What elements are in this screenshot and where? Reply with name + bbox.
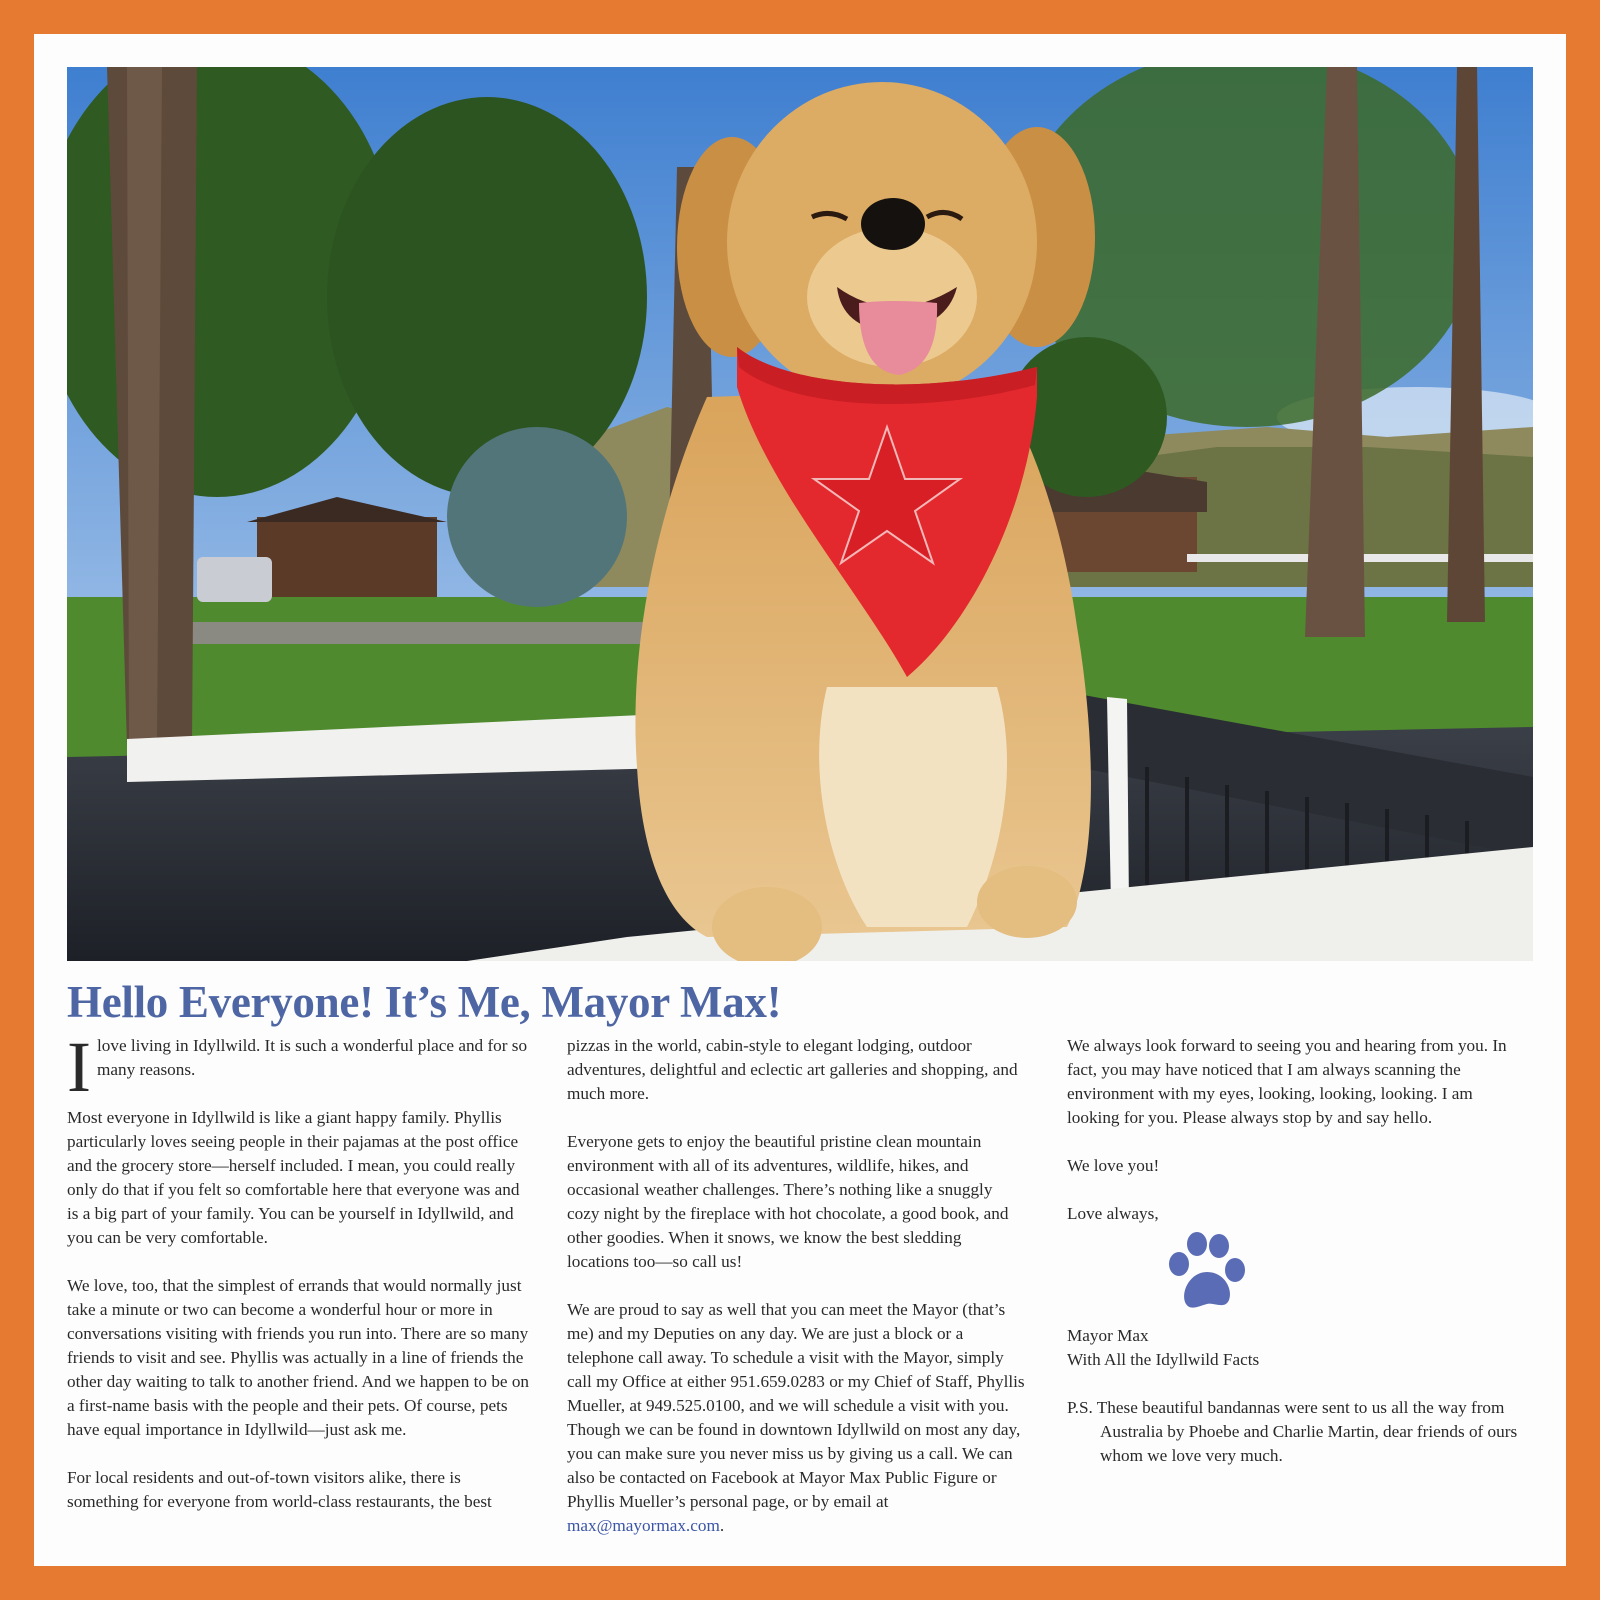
email-link[interactable]: max@mayormax.com [567,1516,720,1535]
article-page [34,34,1566,1566]
intro-text: love living in Idyllwild. It is such a wonderful place and for so many reasons. [96,1036,528,1079]
paragraph: Most everyone in Idyllwild is like a giant happy family. Phyllis particularly loves seeing people in their pajamas at the post office and the grocery store—herself included. I mean, you could really only do that if you felt so comfortable here that everyone was and is a big part of your family. You can be yourself in Idyllwild, and you can be very comfortable. [67,1108,520,1247]
paragraph: We always look forward to seeing you and hearing from you. In fact, you may have noticed that I am always scanning the environment with my eyes, looking, looking, looking. I am looking for you. Please always stop by and say hello. [1067,1036,1507,1127]
text-column-2 [567,1034,1027,1562]
paw-icon [1167,1232,1247,1316]
postscript: P.S. These beautiful bandannas were sent to us all the way from Australia by Phoebe and Charlie Martin, dear friends of ours whom we love very much. [1067,1398,1518,1465]
drop-cap: I [67,1027,91,1107]
signature-title: With All the Idyllwild Facts [1067,1350,1260,1369]
paragraph: We love, too, that the simplest of errands that would normally just take a minute or two can become a wonderful hour or more in conversations visiting with friends you run into. There are so many friends to visit and see. Phyllis was actually in a line of friends the other day waiting to talk to another friend. And we happen to be on a first-name basis with the people and their pets. Of course, pets have equal importance in Idyllwild—just ask me. [67,1276,530,1439]
intro-paragraph [67,1027,533,1107]
closing: Love always, [1067,1204,1159,1223]
contact-period: . [719,1516,725,1535]
paragraph: pizzas in the world, cabin-style to elegant lodging, outdoor adventures, delightful and eclectic art galleries and shopping, and much more. [567,1036,1018,1103]
signature-name: Mayor Max [1067,1326,1149,1345]
text-column-1 [67,1027,533,1538]
contact-text: We are proud to say as well that you can meet the Mayor (that’s me) and my Deputies on any day. We are just a block or a telephone call away. To schedule a visit with the Mayor, simply call my Office at either 951.659.0283 or my Chief of Staff, Phyllis Mueller, at 949.525.0100, and we will schedule a visit with you. Though we can be found in downtown Idyllwild on most any day, you can make sure you never miss us by giving us a call. We can also be contacted on Facebook at Mayor Max Public Figure or Phyllis Mueller’s personal page, or by email at [567,1300,1025,1511]
signature [1067,1324,1527,1372]
paragraph: We love you! [1067,1156,1160,1175]
text-column-3 [1067,1034,1527,1492]
headline: Hello Everyone! It’s Me, Mayor Max! [67,977,782,1027]
paragraph: For local residents and out-of-town visitors alike, there is something for everyone from world-class restaurants, the best [67,1468,492,1511]
dog-photo [67,67,1533,961]
contact-paragraph [567,1298,1027,1538]
paragraph: Everyone gets to enjoy the beautiful pristine clean mountain environment with all of its adventures, wildlife, hikes, and occasional weather challenges. There’s nothing like a snuggly cozy night by the fireplace with hot chocolate, a good book, and other goodies. When it snows, we know the best sledding locations too—so call us! [567,1132,1009,1271]
